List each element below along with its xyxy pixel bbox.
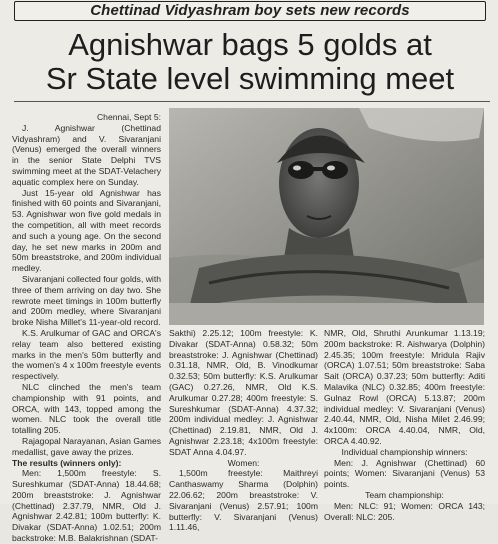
paragraph-4: K.S. Arulkumar of GAC and ORCA's relay team also bettered existing marks in the men's 50m butterfly and the women's 4 x 100m freestyle events respectively. <box>12 327 161 382</box>
right-results-1: NMR, Old, Shruthi Arunkumar 1.13.19; 200m backstroke: R. Aishwarya (Dolphin) 2.45.35; 100m freestyle: Mridula Rajiv (ORCA) 1.07.51; 50m breaststroke: Saba Sait (ORCA) 0.37.23; 50m butterfly: Aditi Malavika (NLC) 0.32.85; 400m freestyle: Gulnaz Rowl (ORCA) 5.13.87; 200m individual medley: V. Sivaranjani (Venus) 2.40.44, NMR, Old, Nisha Milet 2.46.99; 4x100m: ORCA 4.40.04, NMR, Old, ORCA 4.40.92. <box>324 328 485 446</box>
results-text: Men: 1,500m freestyle: S. Sureshkumar (SDAT-Anna) 18.44.68; 200m breaststroke: J. Agnishwar (Chettinad) 2.37.79, NMR, Old J. Agnishwar 2.42.81; 100m butterfly: K. Divakar (SDAT-Anna) 1.02.51; 200m backstroke: M.B. Balakrishnan (SDAT- <box>12 468 161 544</box>
kicker-headline: Chettinad Vidyashram boy sets new records <box>14 1 486 21</box>
champ-text: Men: J. Agnishwar (Chettinad) 60 points; Women: Sivaranjani (Venus) 53 points. <box>324 457 485 490</box>
paragraph-6: Rajagopal Narayanan, Asian Games medallist, gave away the prizes. <box>12 435 162 457</box>
team-heading: Team championship: <box>365 489 444 500</box>
swimmer-photo <box>169 108 484 325</box>
middle-results-1: Sakthi) 2.25.12; 100m freestyle: K. Divakar (SDAT-Anna) 0.58.32; 50m breaststroke: J. Agnishwar (Chettinad) 0.31.18, NMR, Old, B. Vinodkumar 0.32.53; 50m butterfly: K.S. Arulkumar (GAC) 0.27.26, NMR, Old K.S. Arulkumar 0.27.28; 400m freestyle: S. Sureshkumar (SDAT-Anna) 4.37.32; 200m individual medley: J. Agnishwar (Chettinad) 2.19.81, NMR, Old J. Agnishwar 2.23.18; 4x100m freestyle: SDAT Anna 4.04.97. <box>169 328 318 457</box>
results-heading: The results (winners only): <box>12 457 122 468</box>
headline-divider <box>14 101 490 102</box>
paragraph-3: Sivaranjani collected four golds, with three of them arriving on day two. She rewrote meet timings in 100m butterfly and 200m medley, where Sivaranjani broke Nisha Millet's 11-year-old record. <box>12 273 162 328</box>
champ-heading: Individual championship winners: <box>341 446 468 457</box>
paragraph-2: Just 15-year old Agnishwar has finished with 60 points and Sivaranjani, 53. Agnishwar won five gold medals in the competition, all with meet records and such a young age. On the second day, he set new marks in 200m and 50m breaststroke, and 200m individual medley. <box>12 187 161 274</box>
middle-results-2: 1,500m freestyle: Maithreyi Canthaswamy Sharma (Dolphin) 22.06.62; 200m breaststroke: V. Sivaranjani (Venus) 2.57.91; 100m butterfly: V. Sivaranjani (Venus) 1.11.46, <box>169 468 318 533</box>
main-headline <box>10 28 490 96</box>
headline-line-1: Agnishwar bags 5 golds at <box>68 27 432 62</box>
team-text: Men: NLC: 91; Women: ORCA 143; Overall: NLC: 205. <box>324 500 485 522</box>
paragraph-5: NLC clinched the men's team championship with 91 points, and ORCA, with 143, topped among the women. NLC took the overall title totalling 205. <box>12 381 161 436</box>
middle-column <box>169 328 318 533</box>
right-column <box>324 328 485 522</box>
dateline: Chennai, Sept 5: <box>96 112 161 122</box>
women-heading: Women: <box>227 457 260 468</box>
left-column <box>12 112 161 544</box>
paragraph-1: J. Agnishwar (Chettinad Vidyashram) and V. Sivaranjani (Venus) emerged the overall winners in the senior State Delphi TVS swimming meet at the SDAT-Velachery aquatic complex here on Sunday. <box>12 122 161 187</box>
swimmer-image <box>169 108 484 325</box>
headline-line-2: Sr State level swimming meet <box>45 61 455 96</box>
